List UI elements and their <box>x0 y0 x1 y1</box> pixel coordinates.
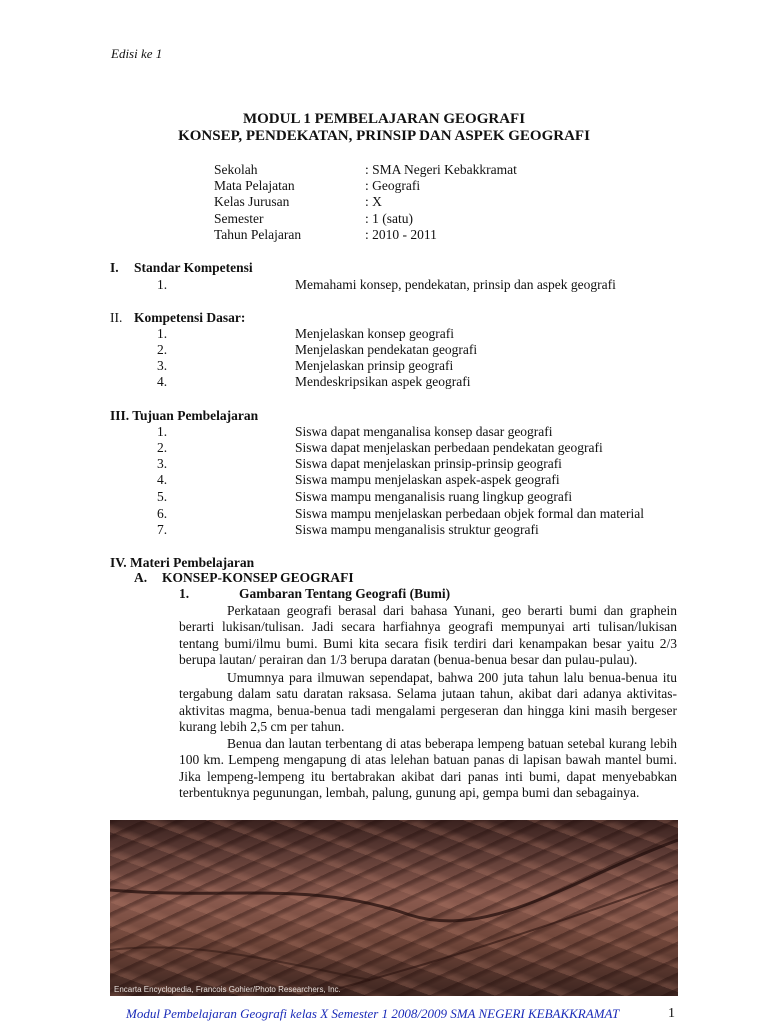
info-row-school <box>214 162 517 178</box>
page-number: 1 <box>668 1006 675 1021</box>
list-item: 1. Memahami konsep, pendekatan, prinsip dan aspek geografi <box>157 277 616 292</box>
info-label: Tahun Pelajaran <box>214 226 302 242</box>
module-subtitle: KONSEP, PENDEKATAN, PRINSIP DAN ASPEK GEOGRAFI <box>178 128 590 144</box>
info-row-semester <box>214 211 517 227</box>
list-item: 3. Siswa dapat menjelaskan prinsip-prinsip geografi <box>157 456 562 471</box>
section-title: Standar Kompetensi <box>134 260 253 275</box>
section-title: Materi Pembelajaran <box>130 555 255 570</box>
info-value: : SMA Negeri Kebakkramat <box>365 162 517 177</box>
paragraph: Umumnya para ilmuwan sependapat, bahwa 200 juta tahun lalu benua-benua itu tergabung dalam satu daratan raksasa. Selama jutaan tahun, akibat dari adanya aktivitas-aktivitas magma, benua-benua tadi mengalami pergeseran dan hingga kini masih bergeser kurang lebih 2,5 cm per tahun. <box>179 670 677 735</box>
module-title: MODUL 1 PEMBELAJARAN GEOGRAFI <box>242 111 526 127</box>
section-number: II. <box>110 310 123 325</box>
section-number: IV. <box>110 555 127 570</box>
photo-credit: Encarta Encyclopedia, Francois Gohier/Photo Researchers, Inc. <box>114 985 341 994</box>
list-item: 4. Siswa mampu menjelaskan aspek-aspek geografi <box>157 472 560 487</box>
info-value: : 1 (satu) <box>365 210 413 226</box>
section-number: I. <box>110 260 119 275</box>
fault-line-overlay <box>110 820 678 996</box>
list-item: 2. Menjelaskan pendekatan geografi <box>157 342 478 357</box>
info-label: Semester <box>214 210 264 226</box>
section-heading-materi <box>110 555 254 571</box>
info-row-year <box>214 227 517 243</box>
subheading-gambaran: 1. Gambaran Tentang Geografi (Bumi) <box>179 586 451 601</box>
info-value: : Geografi <box>365 178 421 194</box>
section-heading-tujuan <box>110 408 258 424</box>
list-item: 4. Mendeskripsikan aspek geografi <box>157 374 471 389</box>
list-item: 1. Siswa dapat menganalisa konsep dasar geografi <box>157 424 553 439</box>
info-label: Sekolah <box>214 162 258 177</box>
list-item: 2. Siswa dapat menjelaskan perbedaan pendekatan geografi <box>157 440 603 455</box>
list-item: 5. Siswa mampu menganalisis ruang lingkup geografi <box>157 489 573 504</box>
paragraph: Benua dan lautan terbentang di atas beberapa lempeng batuan setebal kurang lebih 100 km. Lempeng mengapung di atas lelehan batuan panas di lapisan bawah mantel bumi. Jika lempeng-lempeng itu bertabrakan akibat dari panas inti bumi, dapat menyebabkan terbentuknya pegunungan, lembah, palung, gunung api, gempa bumi dan sebagainya. <box>179 736 677 801</box>
section-heading-kompetensi <box>110 310 245 326</box>
info-value: : 2010 - 2011 <box>365 226 437 242</box>
fault-landscape-photo <box>110 820 678 996</box>
list-item: 1. Menjelaskan konsep geografi <box>157 326 454 341</box>
edition-label: Edisi ke 1 <box>111 46 163 61</box>
info-row-class <box>214 194 517 210</box>
list-item: 6. Siswa mampu menjelaskan perbedaan objek formal dan material <box>157 506 645 521</box>
info-row-subject <box>214 178 517 194</box>
list-item: 3. Menjelaskan prinsip geografi <box>157 358 454 373</box>
paragraph: Perkataan geografi berasal dari bahasa Yunani, geo berarti bumi dan graphein berarti lukisan/tulisan. Jadi secara harfiahnya geografi mempunyai arti tulisan/lukisan tentang bumi/ilmu bumi. Bumi kita secara fisik terdiri dari kenampakan besar yaitu 2/3 berupa lautan/ perairan dan 1/3 berupa daratan (benua-benua besar dan pulau-pulau). <box>179 603 677 668</box>
info-label: Mata Pelajatan <box>214 178 295 194</box>
section-number: III. <box>110 408 130 423</box>
section-title: Tujuan Pembelajaran <box>132 408 259 423</box>
info-label: Kelas Jurusan <box>214 194 290 210</box>
page-footer: Modul Pembelajaran Geografi kelas X Semester 1 2008/2009 SMA NEGERI KEBAKKRAMAT <box>126 1006 620 1021</box>
list-item: 7. Siswa mampu menganalisis struktur geografi <box>157 522 539 537</box>
info-value: : X <box>365 194 382 210</box>
section-title: Kompetensi Dasar: <box>134 310 246 325</box>
section-heading-standar <box>110 260 253 276</box>
subheading-konsep: A. KONSEP-KONSEP GEOGRAFI <box>134 570 354 585</box>
info-table <box>214 162 517 243</box>
